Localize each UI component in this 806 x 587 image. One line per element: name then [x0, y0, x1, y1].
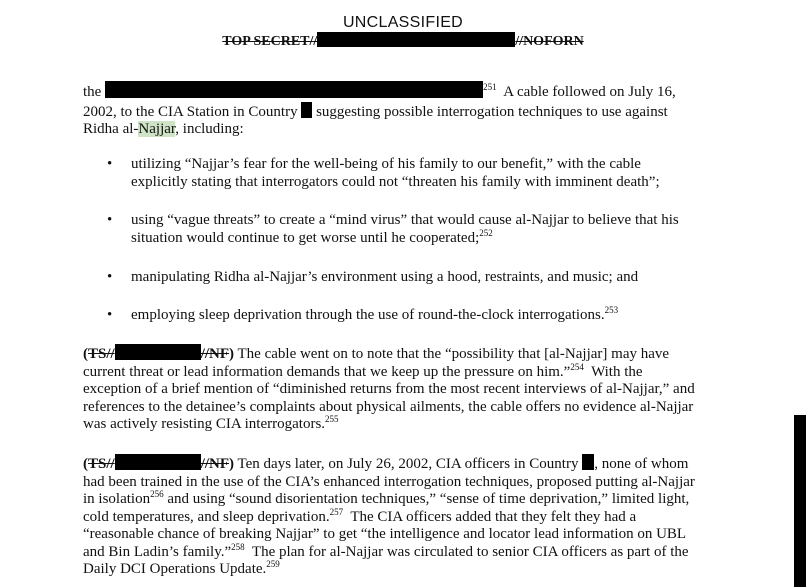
classification-marking: [0, 32, 806, 50]
redaction-bar: [115, 344, 201, 360]
footnote-ref: 258: [231, 541, 245, 552]
para3-text-c: and using “sound disorientation techniques,” “sense of time deprivation,” limited light, cold temperatures, and sleep deprivation.: [83, 491, 690, 525]
nf-marking: //NF: [200, 346, 230, 362]
bullet-item-2: using “vague threats” to create a “mind virus” that would cause al-Najjar to believe that his situation would continue to get worse until he cooperated;$^{252}$: [131, 212, 679, 246]
bullet-item-3: manipulating Ridha al-Najjar’s environment using a hood, restraints, and music; and: [131, 269, 639, 285]
para2-text-a: The cable went on to note that the “possibility that [al-Najjar] may have current threat or lead information demands that we keep up the pressure on him.”: [83, 346, 670, 380]
footnote-ref: 253: [604, 305, 619, 315]
para2-text-b: With the exception of a brief mention of “diminished returns from the most recent interviews of al-Najjar,” and references to the detainee’s complaints about physical ailments, the cable offers no evidence al-Najjar was actively resisting CIA interrogators.: [83, 363, 695, 432]
ts-marking: TS//: [88, 456, 115, 472]
para3-text-d: The CIA officers added that they felt they had a “reasonable chance of breaking Najjar” to get “the intelligence and locator lead information on UBL and Bin Ladin’s family.”: [83, 508, 686, 560]
para1-text-a: A cable followed on July 16, 2002, to the CIA Station in Country: [83, 84, 676, 120]
bullet-dot: •: [107, 269, 113, 285]
footnote-ref: 251: [483, 82, 497, 92]
scan-edge-bar: [794, 415, 806, 587]
para3-text-e: The plan for al-Najjar was circulated to senior CIA officers as part of the Daily DCI Operations Update.: [83, 543, 689, 577]
marking-right: //NOFORN: [515, 34, 584, 49]
para1-start: the: [83, 84, 102, 100]
bullet-dot: •: [107, 156, 113, 172]
redaction-bar: [582, 454, 594, 470]
para1-text-b: suggesting possible interrogation techniques to use against Ridha al-: [83, 103, 668, 137]
bullet-item-1: utilizing “Najjar’s fear for the well-being of his family to our benefit,” with the cable explicitly stating that interrogators could not “threaten his family with imminent death”;: [131, 156, 660, 190]
footnote-ref: 256: [150, 489, 164, 499]
footnote-ref: 254: [570, 361, 584, 372]
bullet-dot: •: [107, 307, 113, 323]
para3-text-a: Ten days later, on July 26, 2002, CIA officers in Country: [237, 456, 579, 472]
marking-left: TOP SECRET//: [222, 34, 318, 49]
paragraph-1: [83, 81, 703, 139]
classification-banner: UNCLASSIFIED: [342, 14, 464, 31]
redaction-bar: [301, 102, 312, 118]
footnote-ref: 255: [325, 414, 339, 424]
paragraph-2: (TS// //NF) The cable went on to note that the “possibility that [al-Najjar] may have current threat or lead information demands that we keep up the pressure on him.”$^{254}$ With the exception of a brief mention of “diminished returns from the most recent interviews of al-Najjar,” and references to the detainee’s complaints about physical ailments, the cable offers no evidence al-Najjar was actively resisting CIA interrogators.$^{255}$: [83, 346, 695, 432]
paragraph-3: (TS// //NF) Ten days later, on July 26, 2002, CIA officers in Country , none of whom had been trained in the use of the CIA’s enhanced interrogation techniques, proposed putting al-Najjar in isolation$^{256}$ and using “sound disorientation techniques,” “sense of time deprivation,” limited light, cold temperatures, and sleep deprivation.$^{257}$ The CIA officers added that they felt they had a “reasonable chance of breaking Najjar” to get “the intelligence and locator lead information on UBL and Bin Ladin’s family.”$^{258}$ The plan for al-Najjar was circulated to senior CIA officers as part of the Daily DCI Operations Update.$^{259}$: [83, 456, 695, 577]
highlighted-name: Najjar: [138, 121, 176, 137]
redaction-bar: [115, 454, 201, 470]
nf-marking: //NF: [200, 456, 230, 472]
footnote-ref: 252: [479, 227, 493, 238]
footnote-ref: 257: [329, 506, 344, 517]
bullet-item-4: employing sleep deprivation through the use of round-the-clock interrogations.$^{253}$: [131, 305, 619, 323]
para1-text-c: , including:: [175, 121, 244, 137]
bullet-dot: •: [107, 212, 113, 228]
redaction-bar: [105, 81, 483, 98]
redaction-bar: [317, 32, 515, 47]
para3-text-b: , none of whom had been trained in the use of the CIA’s enhanced interrogation techniques, proposed putting al-Najjar in isolation: [83, 456, 695, 507]
footnote-ref: 259: [266, 559, 280, 569]
ts-marking: TS//: [88, 346, 115, 362]
